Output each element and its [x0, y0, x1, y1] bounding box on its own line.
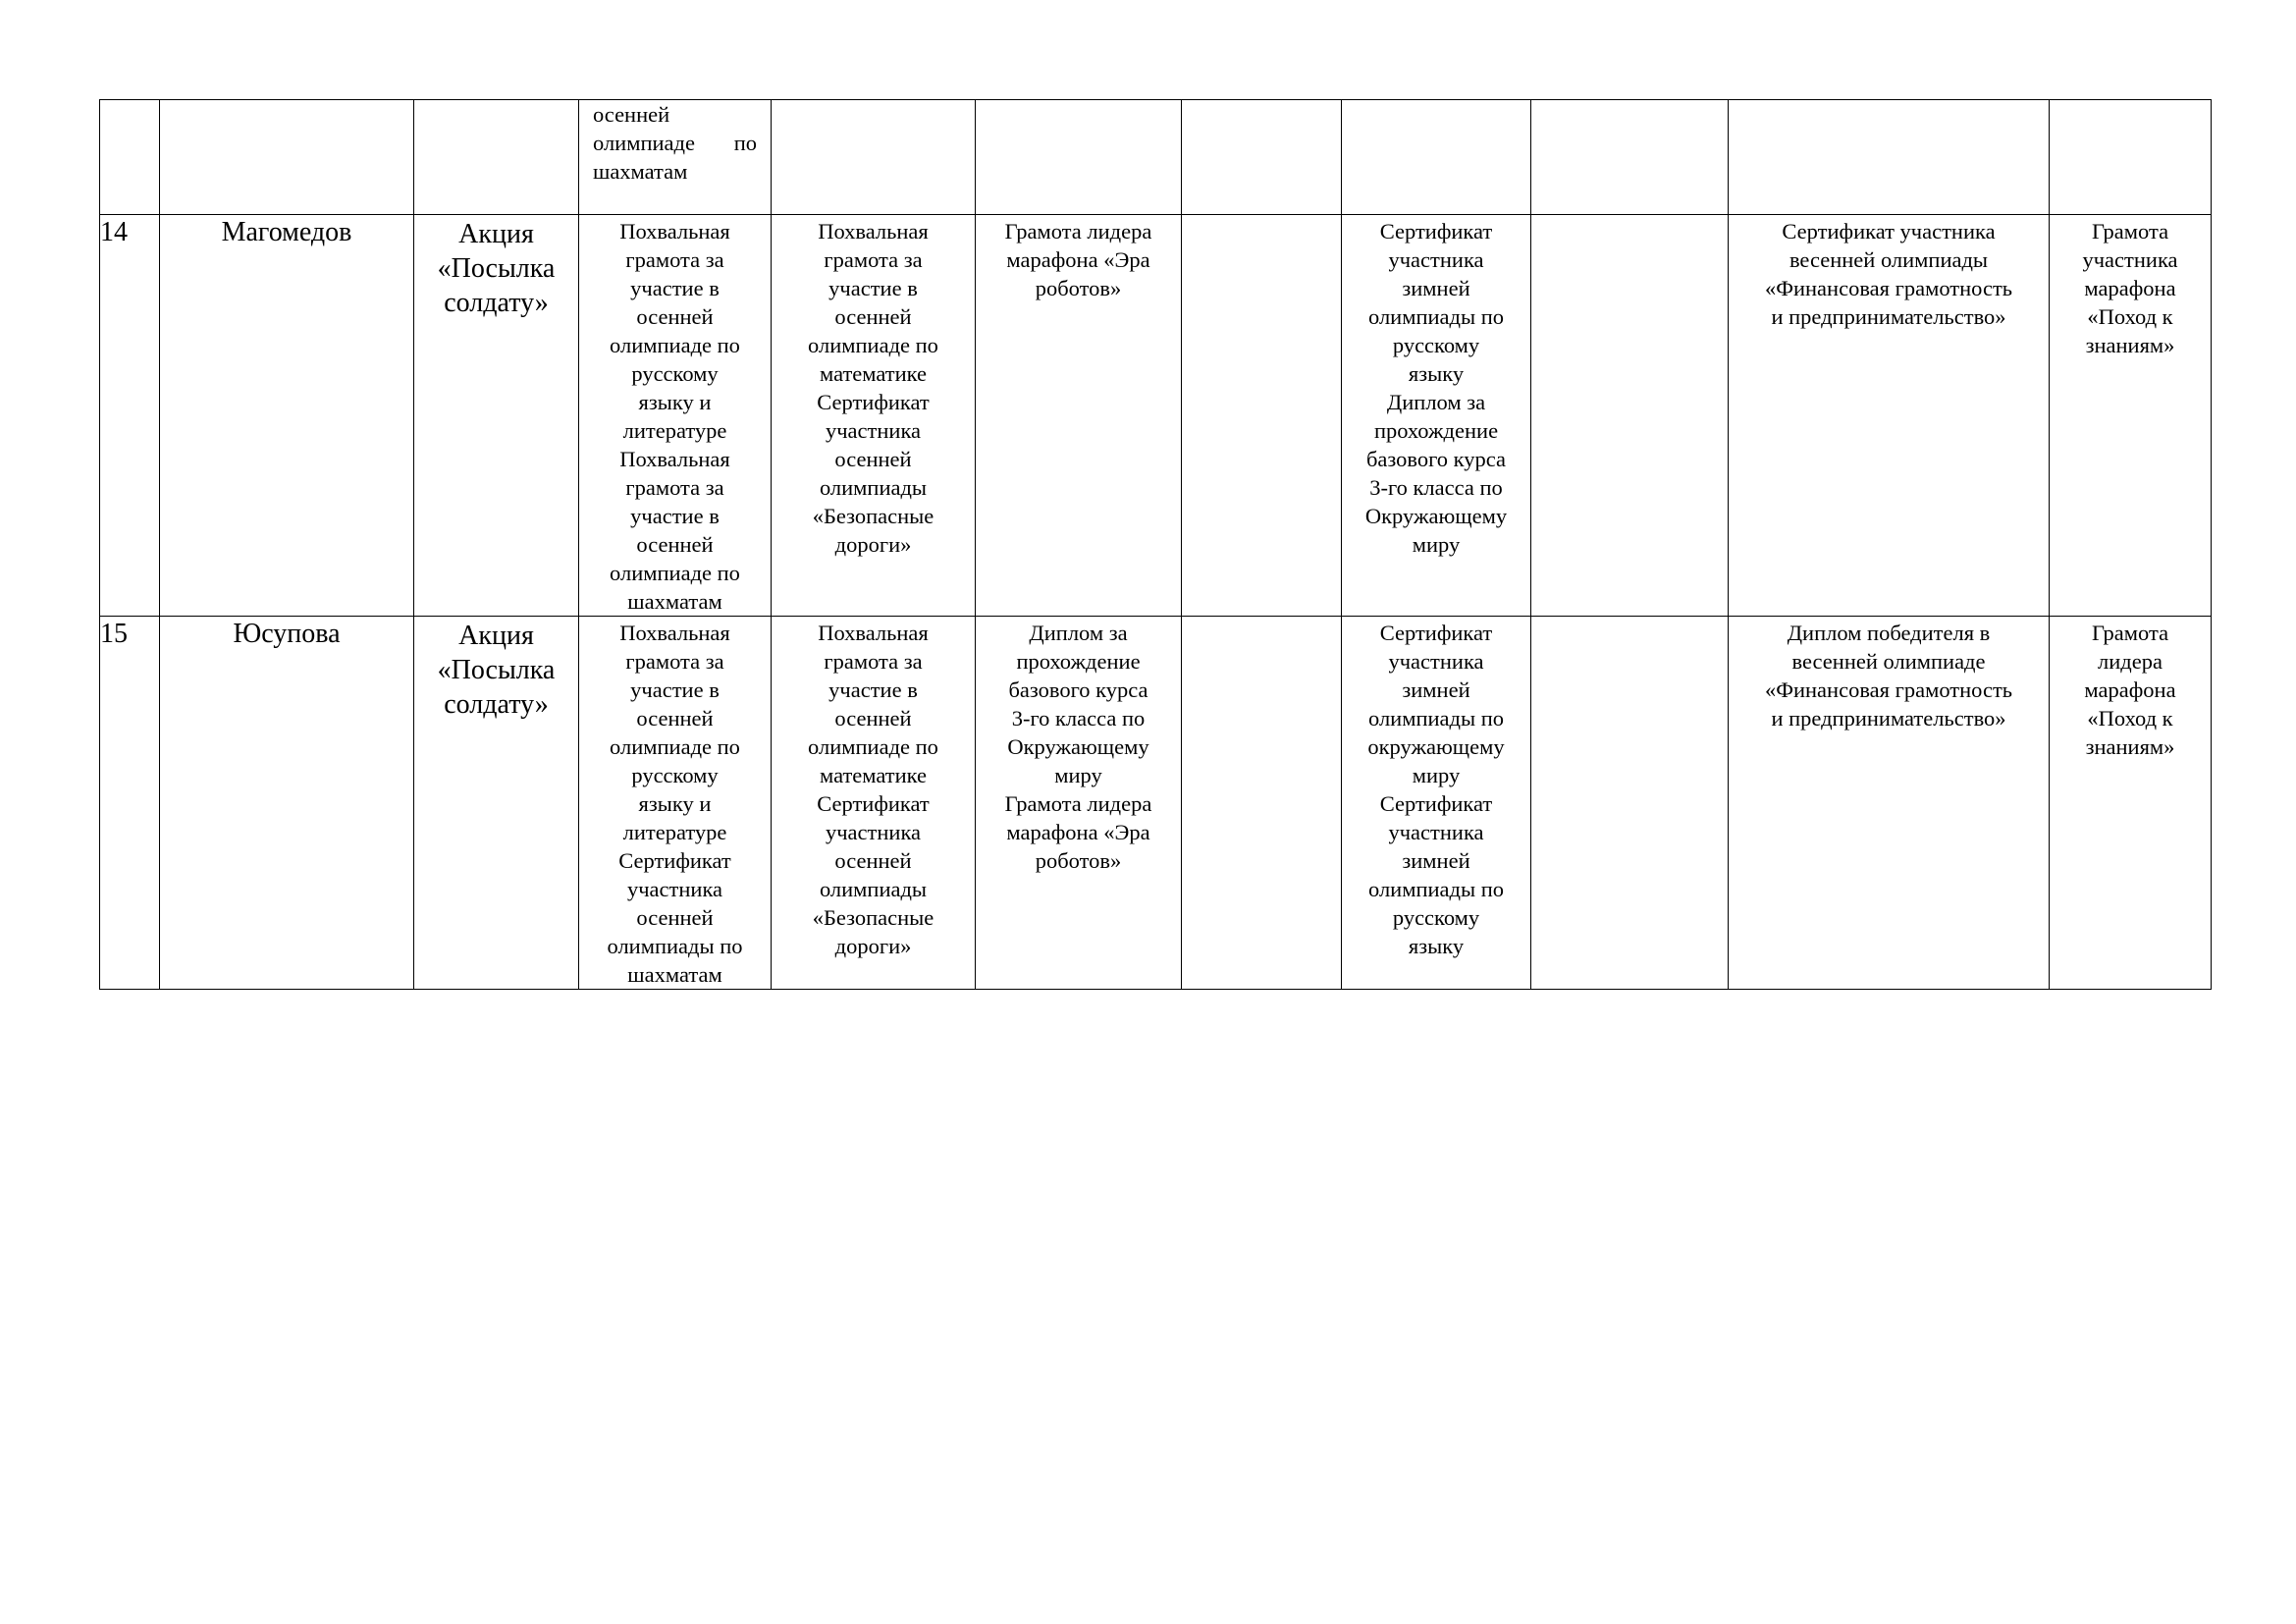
cell-autumn-olympiads-1	[579, 617, 772, 990]
cell-empty	[1531, 215, 1729, 617]
cell-activity	[414, 617, 579, 990]
cell-text-line: участника	[825, 418, 922, 443]
cell-text-line: Сертификат	[1379, 219, 1493, 244]
cell-text-line: участие в	[630, 677, 720, 702]
cell-text-line: осенней	[834, 304, 912, 329]
cell-marathons	[976, 215, 1182, 617]
cell-text-line: «Посылка	[437, 253, 556, 284]
cell-name: Юсупова	[160, 617, 414, 990]
cell-text-line: дороги»	[834, 934, 912, 958]
cell-autumn-olympiads-2	[772, 215, 976, 617]
cell-text-line: Окружающему	[1364, 504, 1508, 528]
cell-text-line: зимней	[1402, 677, 1470, 702]
cell-text-line: 3-го класса по	[1369, 475, 1503, 500]
cell-text-line: осенней	[636, 706, 714, 731]
cell	[976, 100, 1182, 215]
cell-text-line: Похвальная	[818, 219, 929, 244]
cell-text-line: языку	[1408, 361, 1465, 386]
cell-text-line: базового курса	[1365, 447, 1507, 471]
text-line-justified	[579, 129, 771, 157]
cell-text-line: «Поход к	[2087, 304, 2173, 329]
cell-text-line: участника	[2082, 247, 2178, 272]
cell-text-line: «Финансовая грамотность	[1764, 276, 2013, 300]
text-line: осенней	[593, 102, 670, 127]
cell-text-line: осенней	[834, 447, 912, 471]
cell-text-line: участие в	[630, 276, 720, 300]
cell-text-line: марафона	[2084, 677, 2176, 702]
cell-text-line: осенней	[636, 905, 714, 930]
word: олимпиаде	[593, 131, 695, 155]
cell-text-line: участника	[626, 877, 723, 901]
cell-text-line: Акция	[458, 621, 534, 651]
cell-text-line: миру	[1412, 763, 1461, 787]
cell-text-line: роботов»	[1035, 848, 1122, 873]
cell-text-line: Сертификат	[1379, 621, 1493, 645]
table-row	[100, 215, 2212, 617]
cell-text-line: грамота за	[824, 649, 923, 674]
cell-text-line: грамота за	[625, 247, 724, 272]
cell-number	[100, 100, 160, 215]
cell-text-line: грамота за	[625, 649, 724, 674]
cell-text-line: Грамота	[2091, 621, 2169, 645]
cell-name	[160, 100, 414, 215]
cell	[1342, 100, 1531, 215]
cell-text-line: Сертификат	[817, 390, 930, 414]
cell-text-line: участие в	[828, 677, 918, 702]
cell-text-line: Грамота лидера	[1004, 791, 1152, 816]
cell-text-line: Сертификат участника	[1782, 219, 1996, 244]
cell-number: 14	[100, 215, 160, 617]
cell	[1182, 100, 1342, 215]
cell-text-line: шахматам	[627, 962, 722, 987]
cell-autumn-olympiads-1	[579, 215, 772, 617]
cell-text-line: осенней	[636, 304, 714, 329]
cell-text-line: Акция	[458, 219, 534, 249]
cell-text-line: языку и	[638, 390, 712, 414]
cell-spring-olympiads	[1729, 617, 2050, 990]
cell-text-line: участника	[1388, 247, 1484, 272]
cell-text-line: олимпиады	[819, 475, 928, 500]
cell-text-line: весенней олимпиаде	[1791, 649, 1986, 674]
cell-text-line: олимпиады по	[607, 934, 743, 958]
cell	[1729, 100, 2050, 215]
cell-text-line: олимпиаде по	[808, 333, 938, 357]
cell-marathons	[976, 617, 1182, 990]
cell	[772, 100, 976, 215]
cell-text-line: солдату»	[444, 689, 549, 720]
cell-spring-marathon	[2050, 617, 2212, 990]
cell-text-line: участника	[825, 820, 922, 844]
cell-empty	[1531, 617, 1729, 990]
cell-text-line: миру	[1412, 532, 1461, 557]
cell-text-line: русскому	[631, 361, 719, 386]
cell-text-line: математике	[819, 763, 928, 787]
cell-text-line: дороги»	[834, 532, 912, 557]
cell-text-line: Диплом за	[1386, 390, 1486, 414]
cell-text-line: окружающему	[1367, 734, 1505, 759]
table-row-continued	[100, 100, 2212, 215]
cell-text-line: участника	[1388, 820, 1484, 844]
cell-spring-marathon	[2050, 215, 2212, 617]
cell-text-line: языку	[1408, 934, 1465, 958]
cell-text-line: русскому	[1392, 905, 1480, 930]
cell-empty	[1182, 617, 1342, 990]
cell-text-line: солдату»	[444, 288, 549, 318]
cell-text-line: Похвальная	[818, 621, 929, 645]
cell-text-line: олимпиады по	[1367, 304, 1504, 329]
cell-text-line: языку и	[638, 791, 712, 816]
cell-winter-olympiads	[1342, 617, 1531, 990]
table-row	[100, 617, 2212, 990]
cell-text-line: Диплом победителя в	[1787, 621, 1991, 645]
cell-text-line: олимпиады	[819, 877, 928, 901]
word: по	[733, 131, 757, 155]
cell-text-line: русскому	[631, 763, 719, 787]
cell-name: Магомедов	[160, 215, 414, 617]
cell-text-line: роботов»	[1035, 276, 1122, 300]
cell-text-line: осенней	[636, 532, 714, 557]
cell-text-line: олимпиаде по	[610, 561, 740, 585]
awards-table	[99, 99, 2212, 990]
cell-text-line: Диплом за	[1029, 621, 1128, 645]
cell-text-line: русскому	[1392, 333, 1480, 357]
cell-text-line: зимней	[1402, 276, 1470, 300]
cell-text-line: литературе	[622, 820, 727, 844]
cell-activity	[414, 100, 579, 215]
cell-text-line: Грамота лидера	[1004, 219, 1152, 244]
cell-autumn-olympiads-2	[772, 617, 976, 990]
text-line: шахматам	[593, 159, 688, 184]
cell-text-line: олимпиаде по	[610, 333, 740, 357]
cell-text-line: шахматам	[627, 589, 722, 614]
cell-text-line: олимпиаде по	[610, 734, 740, 759]
cell-text-line: зимней	[1402, 848, 1470, 873]
cell-text-line: Грамота	[2091, 219, 2169, 244]
cell-text-line: марафона	[2084, 276, 2176, 300]
cell-text-line: «Финансовая грамотность	[1764, 677, 2013, 702]
cell-text-line: знаниям»	[2085, 333, 2175, 357]
cell-text-line: марафона «Эра	[1006, 247, 1150, 272]
cell-text-line: 3-го класса по	[1011, 706, 1146, 731]
cell-text-line: знаниям»	[2085, 734, 2175, 759]
cell-text-line: Похвальная	[619, 219, 730, 244]
cell-text-line: «Поход к	[2087, 706, 2173, 731]
cell-text-line: Сертификат	[817, 791, 930, 816]
cell-text-line: олимпиады по	[1367, 877, 1504, 901]
cell-text-line: и предпринимательство»	[1771, 304, 2006, 329]
cell-autumn-olympiad-continued	[579, 100, 772, 215]
cell-text-line: весенней олимпиады	[1789, 247, 1989, 272]
cell-text-line: Похвальная	[619, 447, 730, 471]
cell-text-line: грамота за	[824, 247, 923, 272]
cell-text-line: «Посылка	[437, 655, 556, 685]
cell-activity	[414, 215, 579, 617]
cell-text-line: грамота за	[625, 475, 724, 500]
cell-text-line: прохождение	[1016, 649, 1141, 674]
cell-text-line: участие в	[630, 504, 720, 528]
cell-text-line: математике	[819, 361, 928, 386]
cell-empty	[1182, 215, 1342, 617]
cell-text-line: Окружающему	[1007, 734, 1149, 759]
cell-text-line: Похвальная	[619, 621, 730, 645]
cell-text-line: осенней	[834, 706, 912, 731]
cell-text-line: олимпиаде по	[808, 734, 938, 759]
cell	[1531, 100, 1729, 215]
cell-text-line: литературе	[622, 418, 727, 443]
cell-winter-olympiads	[1342, 215, 1531, 617]
cell-text-line: осенней	[834, 848, 912, 873]
cell-text-line: «Безопасные	[812, 504, 934, 528]
cell	[2050, 100, 2212, 215]
cell-text-line: прохождение	[1373, 418, 1499, 443]
cell-text-line: марафона «Эра	[1006, 820, 1150, 844]
cell-text-line: лидера	[2098, 649, 2163, 674]
cell-text-line: участие в	[828, 276, 918, 300]
cell-text-line: и предпринимательство»	[1771, 706, 2006, 731]
cell-text-line: участника	[1388, 649, 1484, 674]
cell-text-line: Сертификат	[618, 848, 731, 873]
cell-text-line: миру	[1054, 763, 1102, 787]
cell-text-line: олимпиады по	[1367, 706, 1504, 731]
cell-text-line: Сертификат	[1379, 791, 1493, 816]
cell-number: 15	[100, 617, 160, 990]
cell-text-line: базового курса	[1008, 677, 1148, 702]
cell-text-line: «Безопасные	[812, 905, 934, 930]
cell-spring-olympiads	[1729, 215, 2050, 617]
